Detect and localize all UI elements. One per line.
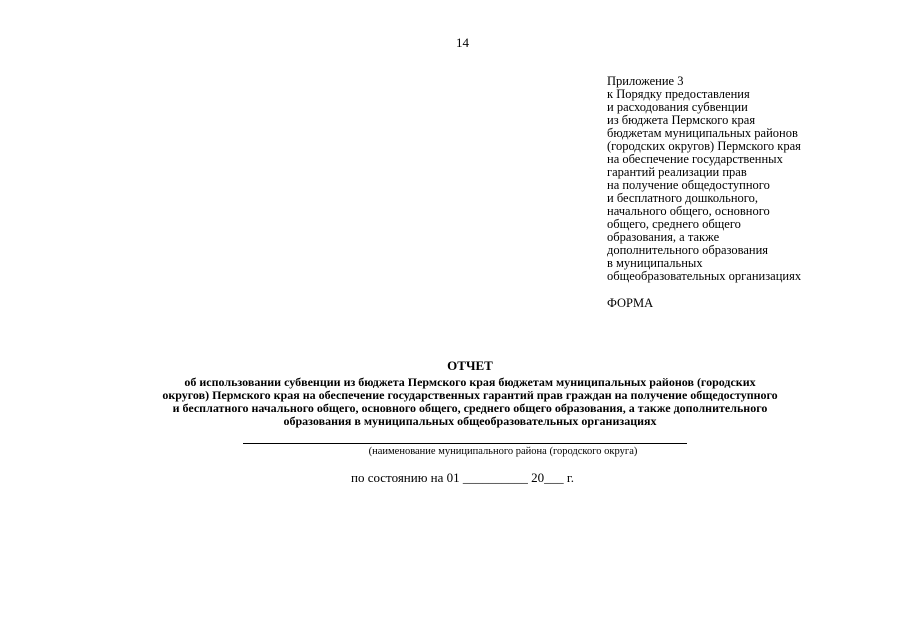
annex-line: общеобразовательных организациях [607,269,802,283]
municipality-name-line [243,443,687,444]
annex-line: бюджетам муниципальных районов [607,126,798,140]
annex-line: дополнительного образования [607,243,769,257]
report-subtitle [70,376,870,428]
annex-line: начального общего, основного [607,204,770,218]
annex-line: на получение общедоступного [607,178,770,192]
annex-line: из бюджета Пермского края [607,113,756,127]
report-subtitle-line: образования в муниципальных общеобразовательных организациях [283,414,657,428]
form-label: ФОРМА [607,296,654,310]
page-number: 14 [456,35,469,50]
annex-block [607,75,897,283]
annex-line: к Порядку предоставления [607,87,750,101]
report-date-line: по состоянию на 01 __________ 20___ г. [350,470,575,485]
report-subtitle-line: об использовании субвенции из бюджета Пермского края бюджетам муниципальных районов (городских [184,375,756,389]
annex-line: (городских округов) Пермского края [607,139,801,153]
report-title: ОТЧЕТ [447,358,493,373]
report-subtitle-line: округов) Пермского края на обеспечение государственных гарантий прав граждан на получение общедоступного [162,388,778,402]
report-subtitle-line: и бесплатного начального общего, основного общего, среднего общего образования, а также дополнительного [172,401,768,415]
annex-line: общего, среднего общего [607,217,741,231]
annex-line: на обеспечение государственных [607,152,783,166]
annex-line: гарантий реализации прав [607,165,747,179]
annex-line: и бесплатного дошкольного, [607,191,758,205]
annex-line: и расходования субвенции [607,100,748,114]
municipality-name-caption: (наименование муниципального района (городского округа) [368,446,638,457]
annex-line: Приложение 3 [607,74,684,88]
annex-line: образования, а также [607,230,720,244]
annex-line: в муниципальных [607,256,703,270]
